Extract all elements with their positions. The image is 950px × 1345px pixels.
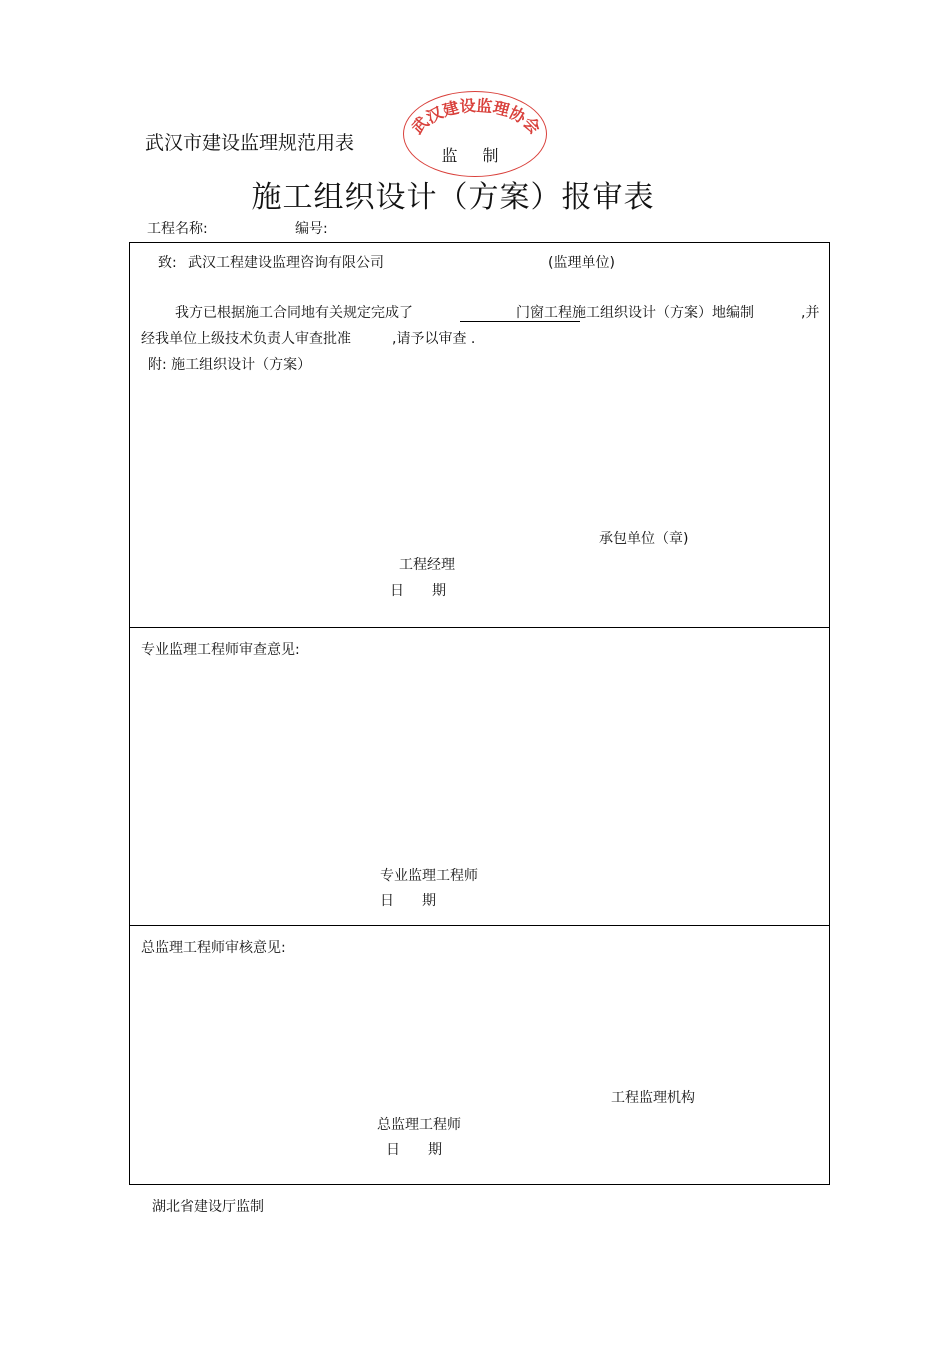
statement-line1-suffix: ,并 bbox=[801, 305, 820, 321]
footer-issuer: 湖北省建设厅监制 bbox=[152, 1199, 264, 1215]
specialist-engineer-label: 专业监理工程师 bbox=[380, 868, 478, 884]
chief-opinion-heading: 总监理工程师审核意见: bbox=[141, 940, 286, 956]
statement-line1-prefix: 我方已根据施工合同地有关规定完成了 bbox=[175, 305, 413, 321]
project-name-label: 工程名称: bbox=[147, 221, 208, 237]
submission-section bbox=[130, 243, 829, 628]
project-manager-label: 工程经理 bbox=[399, 557, 455, 573]
seal-center-text: 监 制 bbox=[441, 146, 509, 165]
date-label: 日 期 bbox=[380, 893, 436, 909]
review-form bbox=[129, 242, 830, 1185]
chief-review-section bbox=[130, 926, 829, 1184]
number-label: 编号: bbox=[295, 221, 328, 237]
page-title: 施工组织设计（方案）报审表 bbox=[251, 180, 655, 215]
addressee-label: 致: bbox=[158, 255, 177, 271]
contractor-label: 承包单位（章) bbox=[599, 531, 689, 547]
statement-line2-suffix: ,请予以审查 . bbox=[392, 331, 476, 347]
date-label: 日 期 bbox=[390, 583, 446, 599]
addressee-suffix: (监理单位) bbox=[548, 255, 615, 271]
form-series-title: 武汉市建设监理规范用表 bbox=[145, 132, 355, 154]
supervision-agency-label: 工程监理机构 bbox=[611, 1090, 695, 1106]
addressee-org: 武汉工程建设监理咨询有限公司 bbox=[188, 255, 384, 271]
svg-text:武汉建设监理协会: 武汉建设监理协会 bbox=[407, 95, 545, 138]
chief-engineer-label: 总监理工程师 bbox=[377, 1117, 461, 1133]
attachment-label: 附: 施工组织设计（方案） bbox=[148, 357, 312, 373]
date-label: 日 期 bbox=[386, 1142, 442, 1158]
specialist-review-section bbox=[130, 628, 829, 926]
statement-project: 门窗工程施工组织设计（方案）地编制 bbox=[516, 305, 754, 321]
association-seal bbox=[403, 91, 547, 177]
specialist-opinion-heading: 专业监理工程师审查意见: bbox=[141, 642, 300, 658]
statement-line2-prefix: 经我单位上级技术负责人审查批准 bbox=[141, 331, 351, 347]
